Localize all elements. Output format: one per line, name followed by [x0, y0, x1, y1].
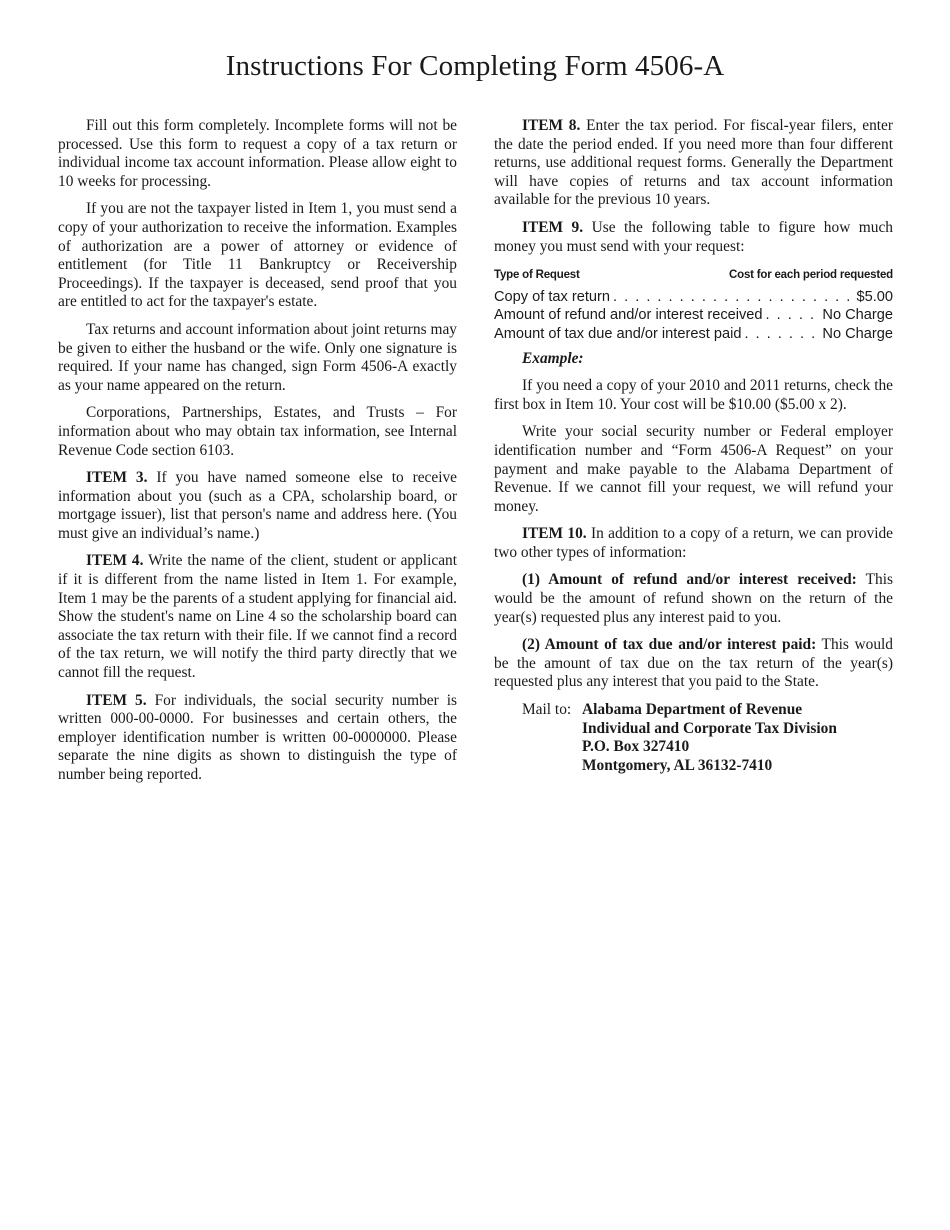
- address-line: Montgomery, AL 36132-7410: [582, 756, 773, 774]
- dot-leader: [613, 288, 853, 307]
- fee-row-type: Amount of refund and/or interest received: [494, 307, 763, 324]
- example-label: Example:: [522, 349, 584, 367]
- tax-due-info-text: This would be the amount of tax due on the tax return of the year(s) requested plus any interest that you paid to the State.: [494, 636, 893, 691]
- mailing-address: [522, 701, 893, 775]
- fee-table-col-cost: Cost for each period requested: [729, 269, 893, 282]
- example-paragraph: If you need a copy of your 2010 and 2011 returns, check the first box in Item 10. Your cost will be $10.00 ($5.00 x 2).: [494, 377, 893, 413]
- address-block: [582, 701, 837, 775]
- item-8-heading: ITEM 8.: [522, 117, 581, 134]
- item-5-heading: ITEM 5.: [86, 691, 147, 709]
- fee-row: [494, 288, 893, 307]
- payment-paragraph: Write your social security number or Federal employer identification number and “Form 4506-A Request” on your payment and make payable to the Alabama Department of Revenue. If we cannot fill your request, we will refund your money.: [494, 423, 893, 515]
- tax-due-info-heading: (2) Amount of tax due and/or interest paid:: [522, 636, 817, 654]
- refund-info-heading: (1) Amount of refund and/or interest received:: [522, 571, 857, 589]
- fee-row-type: Copy of tax return: [494, 288, 610, 305]
- fee-table: [494, 266, 893, 343]
- dot-leader: [766, 306, 820, 325]
- item-9-paragraph: [494, 219, 893, 256]
- fee-row: [494, 306, 893, 325]
- item-3-text: If you have named someone else to receive information about you (such as a CPA, scholarship board, or mortgage issuer), list that person's name and address here. (You must give an individual’s name.): [58, 469, 457, 542]
- fee-row-cost: No Charge: [822, 307, 893, 324]
- address-line: P.O. Box 327410: [582, 738, 690, 756]
- item-4-heading: ITEM 4.: [86, 552, 144, 570]
- dot-leader: [744, 325, 819, 344]
- left-column: [58, 117, 457, 794]
- tax-due-info-paragraph: [494, 636, 893, 692]
- fee-row: [494, 325, 893, 344]
- item-4-text: Write the name of the client, student or applicant if it is different from the name listed in Item 1. For example, Item 1 may be the parents of a student applying for financial aid. Show the student's name on Line 4 so the scholarship board can associate the tax return with their file. If we cannot find a record of the tax return, we will notify the third party directly that we cannot fill the request.: [58, 552, 457, 682]
- page-title: Instructions For Completing Form 4506-A: [225, 50, 725, 82]
- fee-row-cost: $5.00: [856, 288, 893, 305]
- item-8-paragraph: [494, 117, 893, 210]
- authorization-paragraph: If you are not the taxpayer listed in Item 1, you must send a copy of your authorization to receive the information. Examples of authorization are a power of attorney or evidence of entitlement (for Title 11 Bankruptcy or Receivership Proceedings). If the taxpayer is deceased, send proof that you are entitled to act for the taxpayer's estate.: [58, 200, 457, 311]
- refund-info-text: This would be the amount of refund shown on the return of the year(s) requested plus any interest paid to you.: [494, 571, 893, 626]
- fee-row-cost: No Charge: [822, 325, 893, 342]
- item-10-heading: ITEM 10.: [522, 525, 587, 543]
- mail-to-label: Mail to:: [522, 701, 572, 719]
- address-line: Individual and Corporate Tax Division: [582, 719, 837, 737]
- right-column: [494, 117, 893, 775]
- fee-table-header: [494, 266, 893, 288]
- fee-table-col-type: Type of Request: [494, 269, 580, 282]
- item-10-text: In addition to a copy of a return, we can provide two other types of information:: [494, 525, 893, 561]
- item-9-text: Use the following table to figure how much money you must send with your request:: [494, 218, 893, 255]
- fee-row-type: Amount of tax due and/or interest paid: [494, 325, 742, 342]
- joint-returns-paragraph: Tax returns and account information about joint returns may be given to either the husband or the wife. Only one signature is required. If your name has changed, sign Form 4506-A exactly as your name appeared on the return.: [58, 320, 457, 394]
- item-9-heading: ITEM 9.: [522, 218, 584, 236]
- item-5-paragraph: [58, 692, 457, 785]
- item-10-paragraph: [494, 525, 893, 562]
- corporations-paragraph: Corporations, Partnerships, Estates, and Trusts – For information about who may obtain tax information, see Internal Revenue Code section 6103.: [58, 404, 457, 459]
- item-3-heading: ITEM 3.: [86, 469, 148, 487]
- item-4-paragraph: [58, 552, 457, 682]
- item-8-text: Enter the tax period. For fiscal-year filers, enter the date the period ended. If you need more than four different returns, use additional request forms. Generally the Department will have copies of returns and tax account information available for the previous 10 years.: [494, 117, 893, 209]
- item-3-paragraph: [58, 469, 457, 543]
- intro-paragraph: Fill out this form completely. Incomplete forms will not be processed. Use this form to request a copy of a tax return or individual income tax account information. Please allow eight to 10 weeks for processing.: [58, 117, 457, 190]
- item-5-text: For individuals, the social security number is written 000-00-0000. For businesses and certain others, the employer identification number is written 00-0000000. Please separate the nine digits as shown to distinguish the type of number being reported.: [58, 691, 458, 783]
- address-line: Alabama Department of Revenue: [582, 701, 803, 719]
- refund-info-paragraph: [494, 571, 893, 627]
